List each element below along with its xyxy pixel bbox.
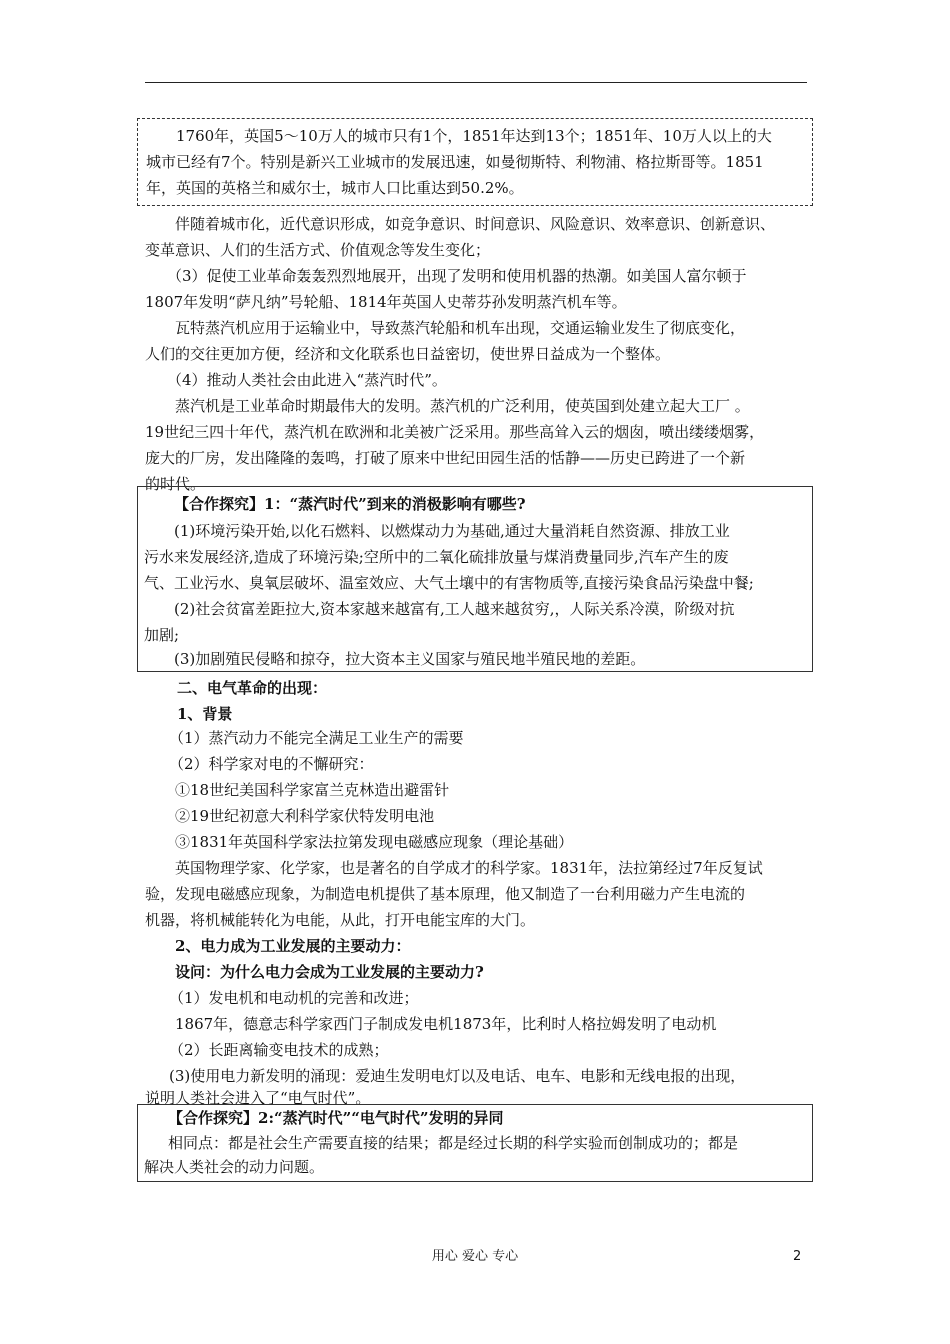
text-line: （4）推动人类社会由此进入“蒸汽时代”。 — [167, 371, 447, 389]
text-line: 英国物理学家、化学家，也是著名的自学成才的科学家。1831年，法拉第经过7年反复试 — [175, 859, 763, 877]
text-line: 相同点：都是社会生产需要直接的结果；都是经过长期的科学实验而创制成功的；都是 — [168, 1134, 739, 1152]
text-line: 气、工业污水、臭氧层破坏、温室效应、大气土壤中的有害物质等,直接污染食品污染盘中餐; — [144, 574, 754, 592]
text-line: （1）发电机和电动机的完善和改进； — [169, 989, 419, 1007]
text-line: 加剧; — [144, 626, 180, 644]
text-line: 城市已经有7个。特别是新兴工业城市的发展迅速，如曼彻斯特、利物浦、格拉斯哥等。1851 — [146, 153, 764, 171]
text-line: 伴随着城市化，近代意识形成，如竞争意识、时间意识、风险意识、效率意识、创新意识、 — [175, 215, 776, 233]
text-line: ③1831年英国科学家法拉第发现电磁感应现象（理论基础） — [175, 833, 574, 851]
text-line: 瓦特蒸汽机应用于运输业中，导致蒸汽轮船和机车出现，交通运输业发生了彻底变化， — [175, 319, 746, 337]
body-section-1 — [137, 206, 813, 493]
text-line: 污水来发展经济,造成了环境污染;空所中的二氧化硫排放量与煤消费量同步,汽车产生的废 — [144, 548, 729, 566]
page-footer: 用心 爱心 专心 — [431, 1249, 519, 1264]
text-line: 人们的交往更加方便，经济和文化联系也日益密切，使世界日益成为一个整体。 — [145, 345, 671, 363]
cooperative-inquiry-box-1 — [137, 486, 813, 672]
dashed-note-box — [137, 118, 813, 206]
subsection-heading: 2、电力成为工业发展的主要动力： — [175, 937, 411, 955]
page-number: 2 — [793, 1249, 802, 1264]
text-line: 机器，将机械能转化为电能，从此，打开电能宝库的大门。 — [145, 911, 536, 929]
text-line: （1）蒸汽动力不能完全满足工业生产的需要 — [169, 729, 464, 747]
box-title: 【合作探究】2:“蒸汽时代”“电气时代”发明的异同 — [168, 1109, 504, 1127]
text-line: ①18世纪美国科学家富兰克林造出避雷针 — [175, 781, 450, 799]
text-line: 蒸汽机是工业革命时期最伟大的发明。蒸汽机的广泛利用，使英国到处建立起大工厂 。 — [175, 397, 750, 415]
text-line: 的时代。 — [145, 475, 206, 493]
header-rule — [145, 82, 807, 83]
text-line: 说明人类社会进入了“电气时代”。 — [145, 1089, 371, 1107]
cooperative-inquiry-box-2 — [137, 1104, 813, 1182]
text-line: (2)社会贫富差距拉大,资本家越来越富有,工人越来越贫穷,，人际关系冷漠，阶级对抗 — [174, 600, 735, 618]
text-line: 验，发现电磁感应现象，为制造电机提供了基本原理，他又制造了一台利用磁力产生电流的 — [145, 885, 746, 903]
section-heading: 二、电气革命的出现： — [177, 679, 328, 697]
text-line: 年，英国的英格兰和威尔士，城市人口比重达到50.2%。 — [146, 179, 524, 197]
body-section-2 — [137, 672, 813, 1107]
text-line: （2）科学家对电的不懈研究： — [169, 755, 374, 773]
text-line: （2）长距离输变电技术的成熟； — [169, 1041, 389, 1059]
text-line: 变革意识、人们的生活方式、价值观念等发生变化； — [145, 241, 491, 259]
text-line: 解决人类社会的动力问题。 — [144, 1158, 325, 1176]
text-line: (3)使用电力新发明的涌现：爱迪生发明电灯以及电话、电车、电影和无线电报的出现， — [169, 1067, 746, 1085]
text-line: (1)环境污染开始,以化石燃料、以燃煤动力为基础,通过大量消耗自然资源、排放工业 — [174, 522, 730, 540]
question-heading: 设问：为什么电力会成为工业发展的主要动力? — [175, 963, 484, 981]
text-line: 庞大的厂房，发出隆隆的轰鸣，打破了原来中世纪田园生活的恬静——历史已跨进了一个新 — [145, 449, 746, 467]
subsection-heading: 1、背景 — [177, 705, 233, 723]
text-line: 1807年发明“萨凡纳”号轮船、1814年英国人史蒂芬孙发明蒸汽机车等。 — [145, 293, 627, 311]
text-line: 1867年，德意志科学家西门子制成发电机1873年，比利时人格拉姆发明了电动机 — [175, 1015, 717, 1033]
text-line: （3）促使工业革命轰轰烈烈地展开，出现了发明和使用机器的热潮。如美国人富尔顿于 — [167, 267, 747, 285]
box-title: 【合作探究】1：“蒸汽时代”到来的消极影响有哪些? — [174, 495, 526, 513]
text-line: ②19世纪初意大利科学家伏特发明电池 — [175, 807, 435, 825]
text-line: 19世纪三四十年代，蒸汽机在欧洲和北美被广泛采用。那些高耸入云的烟囱，喷出缕缕烟雾， — [145, 423, 765, 441]
text-line: 1760年，英国5～10万人的城市只有1个，1851年达到13个；1851年、10万人以上的大 — [176, 127, 772, 145]
text-line: (3)加剧殖民侵略和掠夺，拉大资本主义国家与殖民地半殖民地的差距。 — [174, 650, 646, 668]
